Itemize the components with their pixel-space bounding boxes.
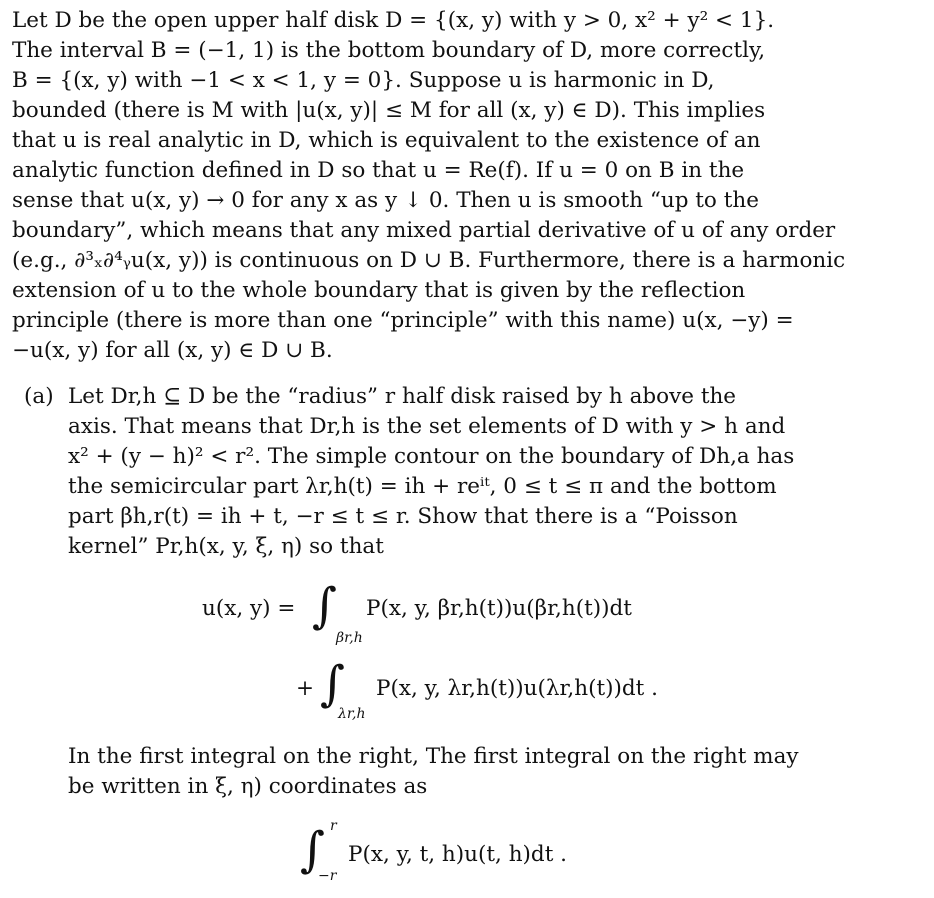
integral-sign-2: ∫ [320, 656, 346, 712]
after-line-2: be written in ξ, η) coordinates as [68, 774, 428, 799]
paragraph-line-6: analytic function defined in D so that u = Re(f). If u = 0 on B in the [12, 158, 745, 183]
plus-sign: + [296, 676, 315, 701]
integral-3-upper-limit: r [330, 818, 337, 834]
integral-3-body: P(x, y, t, h)u(t, h)dt . [348, 842, 567, 867]
part-a-line-1: Let Dr,h ⊆ D be the “radius” r half disk raised by h above the [68, 384, 737, 409]
integral-3-lower-limit: −r [318, 868, 337, 884]
equation-lhs: u(x, y) = [202, 596, 296, 621]
part-a-line-2: axis. That means that Dr,h is the set elements of D with y > h and [68, 414, 786, 439]
integral-sign-3: ∫ [300, 822, 326, 878]
part-a-line-5: part βh,r(t) = ih + t, −r ≤ t ≤ r. Show that there is a “Poisson [68, 504, 738, 529]
paragraph-line-1: Let D be the open upper half disk D = {(x, y) with y > 0, x² + y² < 1}. [12, 8, 775, 33]
integral-1-subscript: βr,h [336, 630, 363, 646]
integral-sign-1: ∫ [312, 578, 338, 634]
paragraph-line-9: (e.g., ∂³ₓ∂⁴ᵧu(x, y)) is continuous on D ∪ B. Furthermore, there is a harmonic [12, 248, 846, 273]
integral-2-body: P(x, y, λr,h(t))u(λr,h(t))dt . [376, 676, 658, 701]
paragraph-line-2: The interval B = (−1, 1) is the bottom boundary of D, more correctly, [12, 38, 766, 63]
paragraph-line-12: −u(x, y) for all (x, y) ∈ D ∪ B. [12, 338, 333, 363]
paragraph-line-5: that u is real analytic in D, which is equivalent to the existence of an [12, 128, 761, 153]
paragraph-line-3: B = {(x, y) with −1 < x < 1, y = 0}. Suppose u is harmonic in D, [12, 68, 715, 93]
paragraph-line-8: boundary”, which means that any mixed partial derivative of u of any order [12, 218, 836, 243]
part-a-line-4: the semicircular part λr,h(t) = ih + reⁱᵗ, 0 ≤ t ≤ π and the bottom [68, 474, 777, 499]
integral-1-body: P(x, y, βr,h(t))u(βr,h(t))dt [366, 596, 632, 621]
integral-2-subscript: λr,h [338, 706, 366, 722]
part-a-line-6: kernel” Pr,h(x, y, ξ, η) so that [68, 534, 384, 559]
paragraph-line-7: sense that u(x, y) → 0 for any x as y ↓ 0. Then u is smooth “up to the [12, 188, 759, 213]
paragraph-line-4: bounded (there is M with |u(x, y)| ≤ M for all (x, y) ∈ D). This implies [12, 98, 766, 123]
part-a-line-3: x² + (y − h)² < r². The simple contour on the boundary of Dh,a has [68, 444, 795, 469]
paragraph-line-10: extension of u to the whole boundary that is given by the reflection [12, 278, 746, 303]
after-line-1: In the first integral on the right, The first integral on the right may [68, 744, 799, 769]
paragraph-line-11: principle (there is more than one “principle” with this name) u(x, −y) = [12, 308, 794, 333]
part-a-label: (a) [24, 384, 54, 409]
